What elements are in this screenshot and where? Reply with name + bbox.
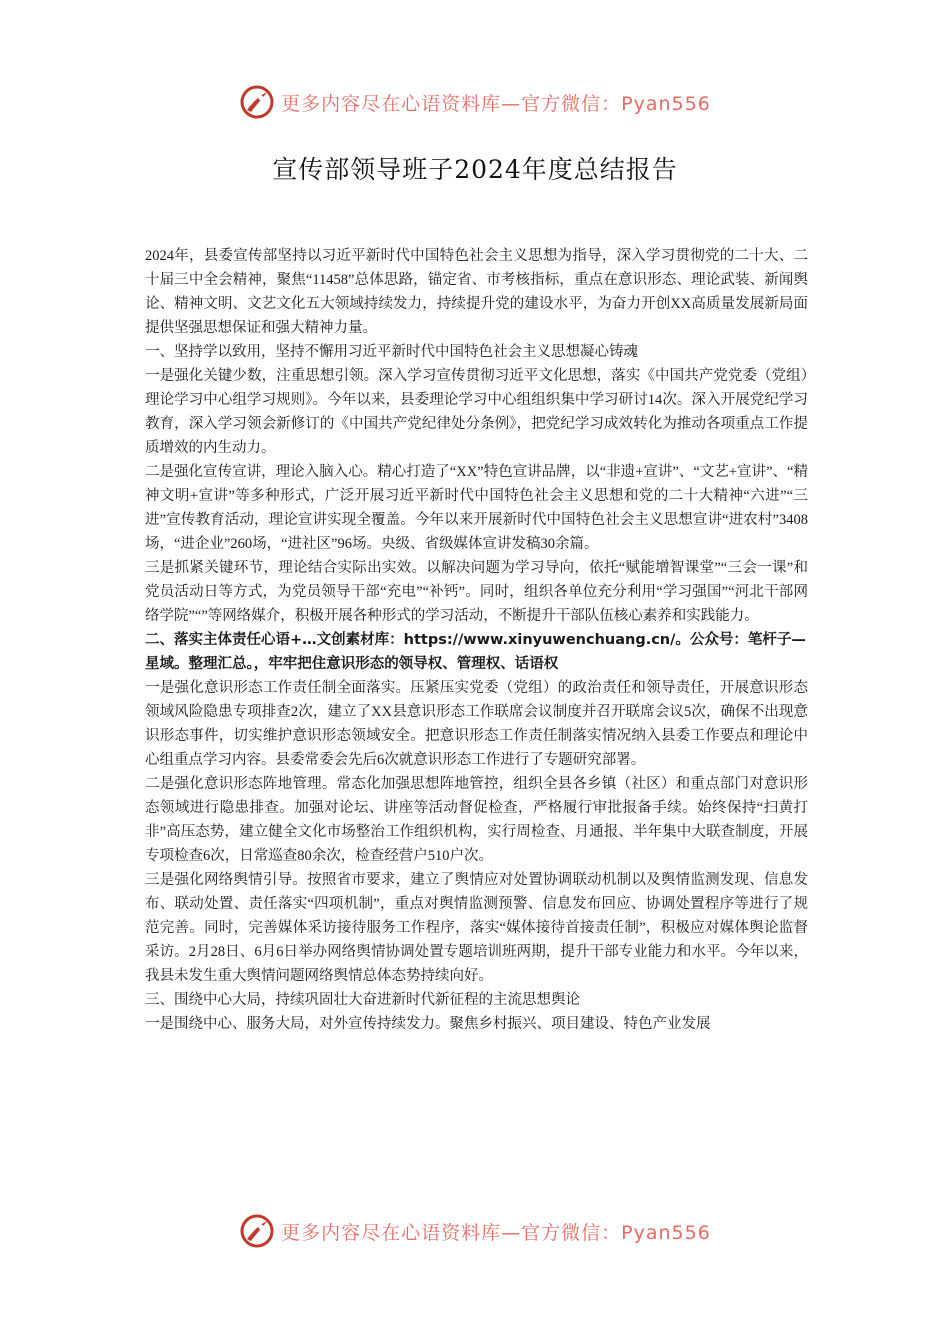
ink-brush-logo-icon — [239, 1213, 275, 1249]
document-title: 宣传部领导班子2024年度总结报告 — [272, 155, 678, 184]
section-heading-1: 一、坚持学以致用，坚持不懈用习近平新时代中国特色社会主义思想凝心铸魂 — [145, 344, 638, 360]
body-paragraph: 三是抓紧关键环节，理论结合实际出实效。以解决问题为学习导向，依托“赋能增智课堂”“三会一课”和党员活动日等方式，为党员领导干部“充电”“补钙”。同时，组织各单位充分利用“学习强国”“河北干部网络学院”“”等网络媒介，积极开展各种形式的学习活动，不断提升干部队伍核心素养和实践能力。 — [145, 560, 808, 624]
body-paragraph: 二是强化宣传宣讲，理论入脑入心。精心打造了“XX”特色宣讲品牌，以“非遗+宣讲”、“文艺+宣讲”、“精神文明+宣讲”等多种形式，广泛开展习近平新时代中国特色社会主义思想和党的二十大精神“六进”“三进”宣传教育活动，理论宣讲实现全覆盖。今年以来开展新时代中国特色社会主义思想宣讲“进农村”3408场，“进企业”260场，“进社区”96场。央级、省级媒体宣讲发稿30余篇。 — [145, 464, 808, 552]
body-paragraph: 一是强化关键少数，注重思想引领。深入学习宣传贯彻习近平文化思想，落实《中国共产党党委（党组）理论学习中心组学习规则》。今年以来，县委理论学习中心组组织集中学习研讨14次。深入开展党纪学习教育，深入学习领会新修订的《中国共产党纪律处分条例》，把党纪学习成效转化为推动各项重点工作提质增效的内生动力。 — [145, 368, 808, 456]
body-paragraph: 二是强化意识形态阵地管理。常态化加强思想阵地管控，组织全县各乡镇（社区）和重点部门对意识形态领域进行隐患排查。加强对论坛、讲座等活动督促检查，严格履行审批报备手续。始终保持“扫黄打非”高压态势，建立健全文化市场整治工作组织机构，实行周检查、月通报、半年集中大联查制度，开展专项检查6次，日常巡查80余次，检查经营户510户次。 — [145, 776, 808, 864]
body-paragraph: 一是围绕中心、服务大局，对外宣传持续发力。聚焦乡村振兴、项目建设、特色产业发展 — [145, 1016, 711, 1032]
section-heading-2: 二、落实主体责任心语+…文创素材库：https://www.xinyuwenchuang.cn/。公众号：笔杆子—星域。整理汇总。，牢牢把住意识形态的领导权、管理权、话语权 — [145, 632, 806, 672]
document-body — [145, 244, 808, 1036]
section-heading-3: 三、围绕中心大局，持续巩固壮大奋进新时代新征程的主流思想舆论 — [145, 992, 580, 1008]
intro-paragraph: 2024年，县委宣传部坚持以习近平新时代中国特色社会主义思想为指导，深入学习贯彻党的二十大、二十届三中全会精神，聚焦“11458”总体思路，锚定省、市考核指标，重点在意识形态、理论武装、新闻舆论、精神文明、文艺文化五大领域持续发力，持续提升党的建设水平，为奋力开创XX高质量发展新局面提供坚强思想保证和强大精神力量。 — [145, 248, 808, 336]
watermark-banner-bottom — [0, 1213, 950, 1249]
ink-brush-logo-icon — [239, 84, 275, 120]
watermark-text: 更多内容尽在心语资料库—官方微信：Pyan556 — [281, 92, 711, 115]
watermark-text: 更多内容尽在心语资料库—官方微信：Pyan556 — [281, 1221, 711, 1244]
watermark-banner-top — [0, 84, 950, 120]
body-paragraph: 一是强化意识形态工作责任制全面落实。压紧压实党委（党组）的政治责任和领导责任，开展意识形态领域风险隐患专项排查2次，建立了XX县意识形态工作联席会议制度并召开联席会议5次，确保不出现意识形态事件，切实维护意识形态领域安全。把意识形态工作责任制落实情况纳入县委工作要点和理论中心组重点学习内容。县委常委会先后6次就意识形态工作进行了专题研究部署。 — [145, 680, 808, 768]
body-paragraph: 三是强化网络舆情引导。按照省市要求，建立了舆情应对处置协调联动机制以及舆情监测发现、信息发布、联动处置、责任落实“四项机制”，重点对舆情监测预警、信息发布回应、协调处置程序等进行了规范完善。同时，完善媒体采访接待服务工作程序，落实“媒体接待首接责任制”，积极应对媒体舆论监督采访。2月28日、6月6日举办网络舆情协调处置专题培训班两期，提升干部专业能力和水平。今年以来，我县未发生重大舆情问题网络舆情总体态势持续向好。 — [145, 872, 808, 984]
